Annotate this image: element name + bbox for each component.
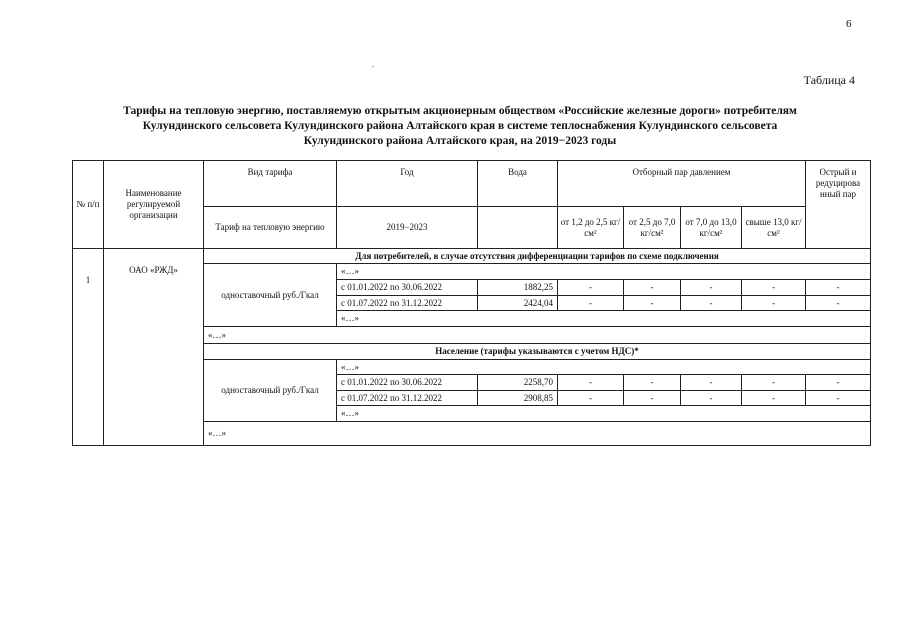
dash-cell: -	[742, 280, 806, 296]
dash-cell: -	[681, 375, 742, 391]
header-p1: от 1,2 до 2,5 кг/см²	[558, 207, 624, 249]
header-sharp-steam: Острый и редуцирова нный пар	[806, 161, 871, 249]
dash-cell: -	[681, 280, 742, 296]
water-value: 1882,25	[478, 280, 558, 296]
ellipsis-row: «…»	[337, 360, 871, 375]
dash-cell: -	[806, 391, 871, 406]
row-number: 1	[73, 249, 104, 446]
period-cell: с 01.07.2022 по 31.12.2022	[337, 391, 478, 406]
header-org: Наименование регулируемой организации	[104, 161, 204, 249]
header-steam: Отборный пар давлением	[558, 161, 806, 207]
table-title	[60, 104, 860, 149]
ellipsis-row: «…»	[204, 422, 871, 446]
dash-cell: -	[806, 280, 871, 296]
dash-cell: -	[742, 375, 806, 391]
page-number: 6	[846, 18, 852, 30]
year-value: 2019−2023	[337, 207, 478, 249]
table-label: Таблица 4	[803, 73, 855, 87]
period-cell: с 01.07.2022 по 31.12.2022	[337, 296, 478, 311]
dash-cell: -	[681, 391, 742, 406]
header-tariff-type: Вид тарифа	[204, 161, 337, 207]
header-p2: от 2,5 до 7,0 кг/см²	[624, 207, 681, 249]
ellipsis-row: «…»	[337, 406, 871, 422]
dash-cell: -	[624, 391, 681, 406]
title-line-2: Кулундинского сельсовета Кулундинского района Алтайского края в системе теплоснабжения Кулундинского сельсовета	[142, 120, 778, 132]
tariff-table	[72, 160, 871, 446]
dash-cell: -	[806, 296, 871, 311]
header-year: Год	[337, 161, 478, 207]
tariff-type-value: Тариф на тепловую энергию	[204, 207, 337, 249]
dash-cell: -	[558, 280, 624, 296]
header-water: Вода	[478, 161, 558, 207]
dash-cell: -	[742, 391, 806, 406]
rate-type-1: одноставочный руб./Гкал	[204, 264, 337, 327]
water-value: 2258,70	[478, 375, 558, 391]
title-line-1: Тарифы на тепловую энергию, поставляемую открытым акционерным обществом «Российские железные дороги» потребителям	[123, 105, 797, 117]
dash-cell: -	[681, 296, 742, 311]
rate-type-2: одноставочный руб./Гкал	[204, 360, 337, 422]
header-num: № п/п	[73, 161, 104, 249]
period-cell: с 01.01.2022 по 30.06.2022	[337, 280, 478, 296]
ellipsis-row: «…»	[204, 327, 871, 344]
dash-cell: -	[742, 296, 806, 311]
period-cell: с 01.01.2022 по 30.06.2022	[337, 375, 478, 391]
dash-cell: -	[624, 280, 681, 296]
ellipsis-row: «…»	[337, 311, 871, 327]
dash-cell: -	[624, 375, 681, 391]
dash-cell: -	[806, 375, 871, 391]
scan-dot: .	[372, 60, 374, 69]
water-value: 2424,04	[478, 296, 558, 311]
section-title-1: Для потребителей, в случае отсутствия дифференциации тарифов по схеме подключения	[204, 249, 871, 264]
header-p4: свыше 13,0 кг/см²	[742, 207, 806, 249]
title-line-3: Кулундинского района Алтайского края, на 2019−2023 годы	[303, 135, 617, 147]
dash-cell: -	[558, 296, 624, 311]
header-p3: от 7,0 до 13,0 кг/см²	[681, 207, 742, 249]
dash-cell: -	[558, 375, 624, 391]
water-value: 2908,85	[478, 391, 558, 406]
org-name: ОАО «РЖД»	[104, 249, 204, 446]
section-title-2: Население (тарифы указываются с учетом НДС)*	[204, 344, 871, 360]
dash-cell: -	[558, 391, 624, 406]
water-sub-empty	[478, 207, 558, 249]
ellipsis-row: «…»	[337, 264, 871, 280]
dash-cell: -	[624, 296, 681, 311]
